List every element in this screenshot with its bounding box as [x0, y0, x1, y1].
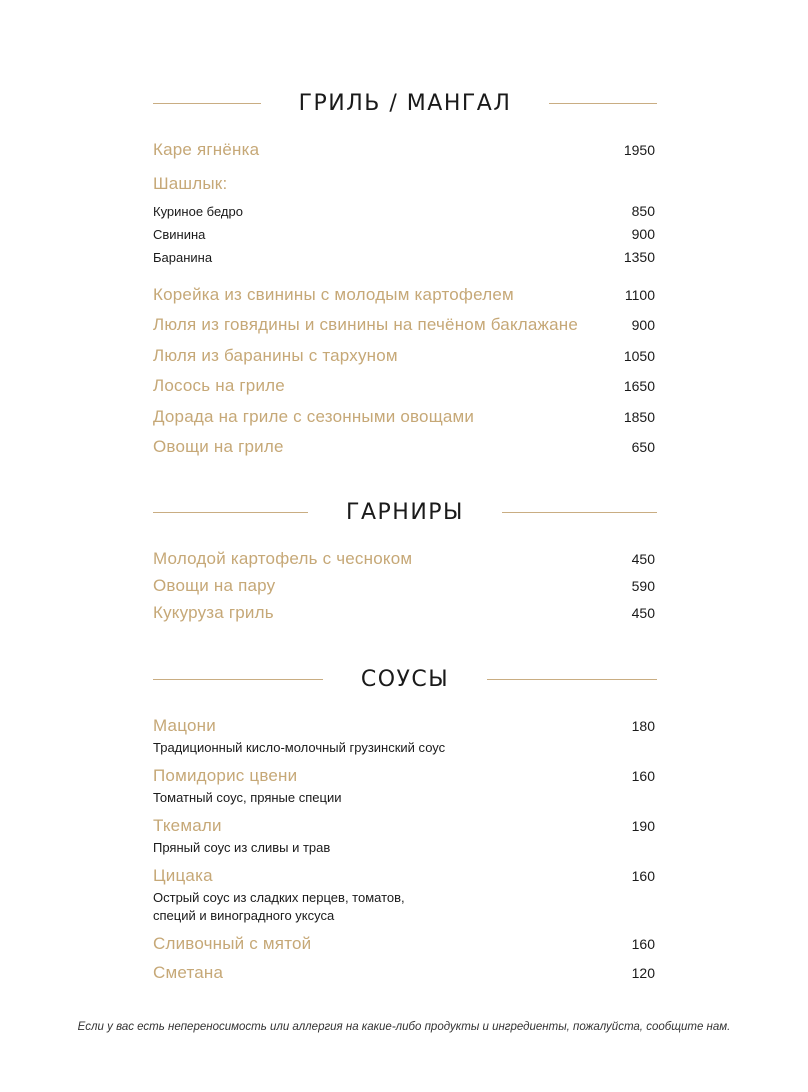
dish-price: 160: [631, 936, 655, 952]
dish-description: Острый соус из сладких перцев, томатов, специй и виноградного уксуса: [153, 890, 405, 923]
dish-price: 1050: [623, 348, 655, 364]
dish-name: Люля из говядины и свинины на печёном баклажане: [153, 315, 579, 334]
dish-name: Корейка из свинины с молодым картофелем: [153, 285, 514, 304]
dish-price: 590: [631, 578, 655, 594]
menu-item: [153, 866, 655, 886]
subitem-price: 900: [631, 226, 655, 242]
dish-name: Сливочный с мятой: [153, 934, 312, 953]
menu-item: [153, 346, 655, 366]
dish-name: Лосось на гриле: [153, 376, 285, 395]
dish-name: Мацони: [153, 716, 216, 735]
section-header-grill: [153, 88, 657, 118]
menu-item: [153, 549, 655, 569]
dish-name: Люля из баранины с тархуном: [153, 346, 398, 365]
dish-name: Кукуруза гриль: [153, 603, 274, 622]
divider-left: [153, 679, 323, 680]
divider-right: [549, 103, 657, 104]
dish-price: 180: [631, 718, 655, 734]
section-title-sauces: СОУСЫ: [360, 666, 450, 692]
menu-item: [153, 963, 655, 983]
dish-name: Цицака: [153, 866, 213, 885]
menu-item: [153, 603, 655, 623]
dish-price: 160: [631, 768, 655, 784]
dish-name: Овощи на пару: [153, 576, 276, 595]
dish-price: 190: [631, 818, 655, 834]
dish-name: Сметана: [153, 963, 224, 982]
dish-price: 1100: [624, 287, 655, 303]
menu-item: [153, 315, 655, 335]
dish-price: 450: [631, 551, 655, 567]
dish-description: Томатный соус, пряные специи: [153, 790, 342, 805]
dish-price: 1950: [623, 142, 655, 158]
menu-subitem: [153, 226, 655, 242]
subitem-price: 850: [631, 203, 655, 219]
divider-left: [153, 512, 308, 513]
dish-description: Традиционный кисло-молочный грузинский соус: [153, 740, 446, 755]
dish-name: Каре ягнёнка: [153, 140, 260, 159]
dish-price: 1650: [623, 378, 655, 394]
menu-subitem: [153, 203, 655, 219]
dish-name: Помидорис цвени: [153, 766, 298, 785]
section-header-sides: [153, 497, 657, 527]
dish-name: Молодой картофель с чесноком: [153, 549, 413, 568]
menu-item: [153, 376, 655, 396]
dish-price: 120: [631, 965, 655, 981]
dish-description: Пряный соус из сливы и трав: [153, 840, 331, 855]
section-title-grill: ГРИЛЬ / МАНГАЛ: [298, 90, 512, 116]
divider-right: [502, 512, 657, 513]
menu-item: [153, 934, 655, 954]
section-header-sauces: [153, 664, 657, 694]
subitem-name: Баранина: [153, 250, 213, 265]
menu-item: [153, 437, 655, 457]
dish-name: Дорада на гриле с сезонными овощами: [153, 407, 475, 426]
dish-price: 650: [631, 439, 655, 455]
menu-item: [153, 140, 655, 160]
section-title-sides: ГАРНИРЫ: [346, 499, 464, 525]
dish-name: Ткемали: [153, 816, 222, 835]
menu-subitem: [153, 249, 655, 265]
menu-item: [153, 816, 655, 836]
subitem-name: Куриное бедро: [153, 204, 243, 219]
subitem-name: Свинина: [153, 227, 206, 242]
allergy-note: Если у вас есть непереносимость или аллергия на какие-либо продукты и ингредиенты, пожалуйста, сообщите нам.: [77, 1021, 731, 1033]
subitem-price: 1350: [623, 249, 655, 265]
dish-price: 1850: [623, 409, 655, 425]
menu-item: [153, 174, 655, 194]
menu-item: [153, 766, 655, 786]
menu-item: [153, 716, 655, 736]
menu-item: [153, 407, 655, 427]
divider-right: [487, 679, 657, 680]
dish-price: 450: [631, 605, 655, 621]
dish-price: 900: [631, 317, 655, 333]
dish-name: Шашлык:: [153, 174, 228, 193]
menu-item: [153, 285, 655, 305]
divider-left: [153, 103, 261, 104]
dish-name: Овощи на гриле: [153, 437, 284, 456]
dish-price: 160: [631, 868, 655, 884]
menu-item: [153, 576, 655, 596]
